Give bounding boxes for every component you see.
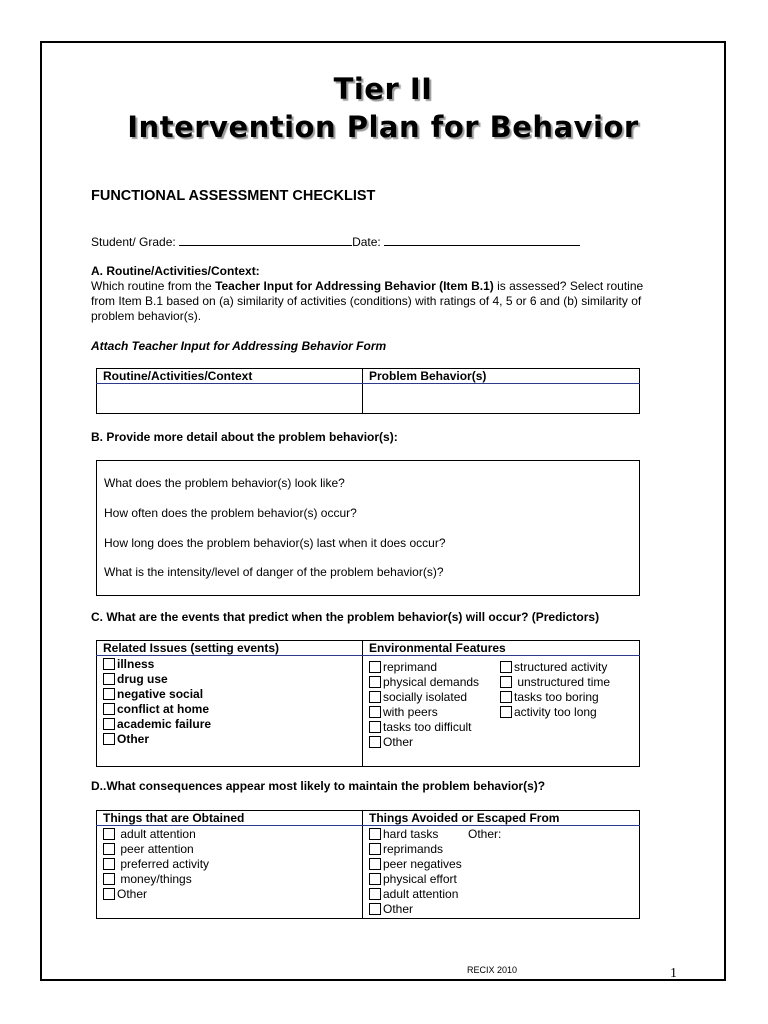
checkbox[interactable] <box>103 858 115 870</box>
checkbox-row: tasks too difficult <box>369 720 479 735</box>
checkbox[interactable] <box>369 706 381 718</box>
checkbox[interactable] <box>103 873 115 885</box>
checkbox-row: academic failure <box>103 717 362 732</box>
obtained-header: Things that are Obtained <box>97 811 363 826</box>
section-a <box>91 264 691 324</box>
checkbox-row: tasks too boring <box>500 690 610 705</box>
checkbox-row: socially isolated <box>369 690 479 705</box>
related-issues-header: Related Issues (setting events) <box>97 641 363 656</box>
section-c-heading: C. What are the events that predict when the problem behavior(s) will occur? (Predictors) <box>91 610 600 624</box>
section-a-line-3: problem behavior(s). <box>91 309 202 323</box>
checkbox[interactable] <box>369 661 381 673</box>
question-look-like: What does the problem behavior(s) look like? <box>104 476 345 490</box>
checkbox[interactable] <box>369 691 381 703</box>
checkbox-row: peer negatives <box>369 857 639 872</box>
checkbox[interactable] <box>369 828 381 840</box>
checkbox-row: conflict at home <box>103 702 362 717</box>
checkbox[interactable] <box>500 691 512 703</box>
student-grade-label: Student/ Grade: <box>91 235 176 249</box>
section-a-line-2: from Item B.1 based on (a) similarity of activities (conditions) with ratings of 4, 5 or 6 and (b) similarity of <box>91 294 642 308</box>
checkbox[interactable] <box>103 688 115 700</box>
checkbox[interactable] <box>103 828 115 840</box>
checkbox[interactable] <box>369 888 381 900</box>
section-d-heading: D..What consequences appear most likely to maintain the problem behavior(s)? <box>91 779 546 793</box>
related-issues-cell <box>97 656 363 767</box>
checkbox[interactable] <box>369 903 381 915</box>
checkbox-row: negative social <box>103 687 362 702</box>
behavior-detail-box <box>96 460 640 596</box>
student-date-row <box>91 234 580 250</box>
checkbox[interactable] <box>103 673 115 685</box>
problem-behavior-cell[interactable] <box>363 384 640 414</box>
date-field[interactable] <box>384 234 580 246</box>
section-b-heading: B. Provide more detail about the problem behavior(s): <box>91 430 398 444</box>
routine-header: Routine/Activities/Context <box>97 369 363 384</box>
checkbox-row: reprimand <box>369 660 479 675</box>
checkbox-row: reprimands <box>369 842 639 857</box>
environmental-features-cell <box>363 656 640 767</box>
title-line-1: Tier II <box>333 72 433 106</box>
checkbox[interactable] <box>103 843 115 855</box>
checkbox-row: Other <box>369 735 479 750</box>
checkbox[interactable] <box>103 733 115 745</box>
checkbox[interactable] <box>369 858 381 870</box>
checkbox[interactable] <box>369 843 381 855</box>
page-number: 1 <box>670 966 677 981</box>
checkbox-row: peer attention <box>103 842 362 857</box>
checkbox-row: Other <box>369 902 639 917</box>
checkbox-row: structured activity <box>500 660 610 675</box>
checkbox[interactable] <box>103 718 115 730</box>
checkbox[interactable] <box>103 658 115 670</box>
title-line-2: Intervention Plan for Behavior <box>127 110 639 144</box>
checklist-heading: FUNCTIONAL ASSESSMENT CHECKLIST <box>91 188 376 204</box>
checkbox-row: adult attention <box>369 887 639 902</box>
attach-instruction: Attach Teacher Input for Addressing Behavior Form <box>91 339 387 353</box>
problem-behavior-header: Problem Behavior(s) <box>363 369 640 384</box>
checkbox[interactable] <box>103 888 115 900</box>
checkbox-row: Other <box>103 887 362 902</box>
checkbox-row: activity too long <box>500 705 610 720</box>
env-right-column <box>500 660 610 720</box>
section-a-line-1: Which routine from the Teacher Input for Addressing Behavior (Item B.1) is assessed? Select routine <box>91 279 644 293</box>
avoided-cell <box>363 826 640 919</box>
environmental-features-header: Environmental Features <box>363 641 640 656</box>
checkbox-row: money/things <box>103 872 362 887</box>
checkbox-row: physical demands <box>369 675 479 690</box>
checkbox[interactable] <box>369 721 381 733</box>
checkbox[interactable] <box>500 706 512 718</box>
checkbox[interactable] <box>369 676 381 688</box>
other-label: Other: <box>468 827 502 841</box>
question-how-long: How long does the problem behavior(s) last when it does occur? <box>104 536 446 550</box>
footer-credit: RECIX 2010 <box>467 965 518 975</box>
checkbox-row: drug use <box>103 672 362 687</box>
predictors-table <box>96 640 640 767</box>
checkbox-row: hard tasks <box>369 827 639 842</box>
checkbox[interactable] <box>500 661 512 673</box>
checkbox-row: illness <box>103 657 362 672</box>
checkbox-row: preferred activity <box>103 857 362 872</box>
student-grade-field[interactable] <box>179 234 352 246</box>
checkbox[interactable] <box>369 736 381 748</box>
checkbox-row: unstructured time <box>500 675 610 690</box>
question-intensity: What is the intensity/level of danger of the problem behavior(s)? <box>104 565 444 579</box>
section-a-heading: A. Routine/Activities/Context: <box>91 264 260 278</box>
consequences-table <box>96 810 640 919</box>
checkbox-row: physical effort <box>369 872 639 887</box>
checkbox[interactable] <box>500 676 512 688</box>
checkbox[interactable] <box>369 873 381 885</box>
routine-cell[interactable] <box>97 384 363 414</box>
env-left-column <box>369 660 479 750</box>
checkbox-row: with peers <box>369 705 479 720</box>
checkbox-row: adult attention <box>103 827 362 842</box>
checkbox-row: Other <box>103 732 362 747</box>
routine-table <box>96 368 640 414</box>
question-how-often: How often does the problem behavior(s) occur? <box>104 506 357 520</box>
checkbox[interactable] <box>103 703 115 715</box>
obtained-cell <box>97 826 363 919</box>
date-label: Date: <box>352 235 381 249</box>
avoided-header: Things Avoided or Escaped From <box>363 811 640 826</box>
